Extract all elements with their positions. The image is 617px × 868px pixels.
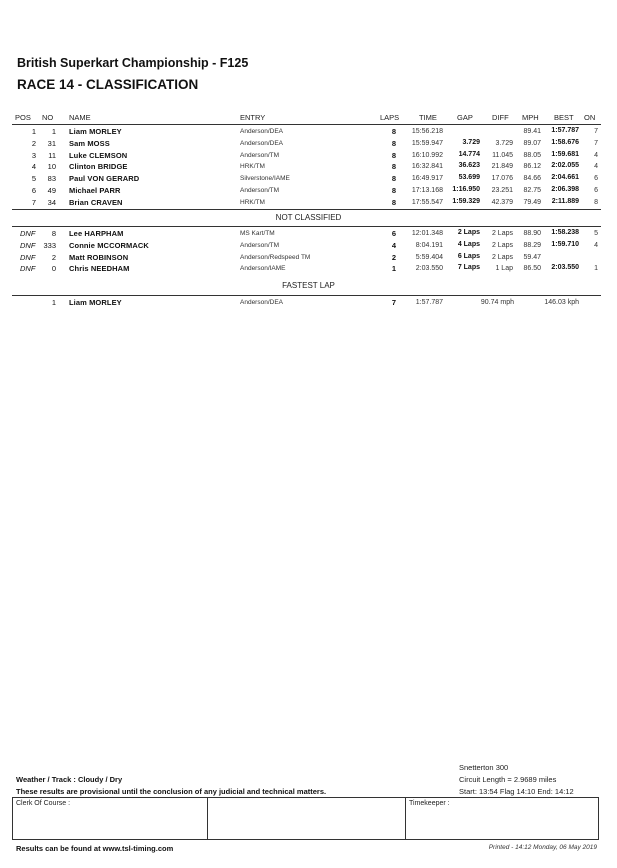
cell-gap: 53.699: [458, 174, 480, 182]
cell-name: Sam MOSS: [69, 138, 110, 148]
cell-time: 8:04.191: [415, 241, 443, 249]
cell-name: Luke CLEMSON: [69, 150, 128, 160]
col-time: TIME: [419, 113, 437, 122]
cell-mph: 82.75: [523, 187, 541, 194]
cell-no: 0: [51, 264, 56, 274]
not-classified-divider: [12, 226, 601, 227]
cell-on: 7: [594, 139, 598, 147]
cell-gap: 14.774: [458, 150, 480, 158]
cell-diff: 3.729: [495, 139, 513, 147]
clerk-of-course-label: Clerk Of Course :: [16, 800, 71, 807]
cell-pos: 7: [31, 197, 36, 207]
clerk-of-course-box: [12, 797, 208, 840]
cell-no: 10: [47, 162, 56, 172]
cell-name: Connie MCCORMACK: [69, 240, 149, 250]
cell-pos: 3: [31, 150, 36, 160]
cell-mph: 88.29: [523, 241, 541, 249]
fastest-lap-lap: 7: [391, 298, 396, 307]
result-row: [0, 174, 617, 185]
cell-laps: 8: [391, 127, 396, 136]
cell-time: 15:59.947: [411, 139, 443, 147]
cell-laps: 8: [391, 138, 396, 148]
cell-pos: 1: [31, 127, 36, 136]
cell-name: Liam MORLEY: [69, 127, 122, 136]
results-link[interactable]: Results can be found at www.tsl-timing.com: [16, 844, 174, 853]
cell-laps: 2: [391, 252, 396, 262]
cell-on: 1: [594, 265, 598, 273]
cell-best: 1:59.681: [551, 150, 579, 158]
col-laps: LAPS: [380, 113, 400, 122]
cell-mph: 89.07: [523, 139, 541, 147]
cell-best: 2:11.889: [551, 197, 579, 205]
timekeeper-box: [405, 797, 599, 840]
cell-name: Paul VON GERARD: [69, 174, 140, 184]
cell-pos: 5: [31, 174, 36, 184]
fastest-lap-kph: 146.03 kph: [544, 299, 579, 306]
cell-no: 8: [51, 229, 56, 238]
provisional-notice: These results are provisional until the conclusion of any judicial and technical matters.: [16, 787, 327, 796]
fastest-lap-entry: Anderson/DEA: [240, 299, 283, 306]
cell-entry: HRK/TM: [240, 198, 265, 206]
cell-best: 1:57.787: [551, 127, 579, 134]
cell-no: 11: [48, 150, 56, 160]
cell-entry: Anderson/DEA: [240, 128, 283, 135]
col-gap: GAP: [457, 113, 473, 122]
cell-gap: 1:59.329: [452, 197, 480, 205]
cell-pos: DNF: [20, 264, 36, 274]
col-pos: POS: [15, 113, 31, 122]
cell-entry: HRK/TM: [240, 163, 265, 171]
cell-entry: Anderson/TM: [240, 241, 280, 249]
cell-gap: 7 Laps: [457, 264, 480, 272]
cell-entry: MS Kart/TM: [240, 230, 275, 237]
fastest-lap-pos: 1: [51, 298, 56, 307]
result-row: [0, 186, 617, 197]
fastest-lap-mph: 90.74 mph: [480, 299, 514, 306]
cell-mph: 88.05: [523, 151, 541, 159]
cell-time: 17:13.168: [411, 187, 443, 194]
cell-mph: 84.66: [523, 175, 541, 183]
cell-mph: 59.47: [523, 253, 541, 261]
timekeeper-label: Timekeeper :: [409, 800, 450, 807]
cell-name: Michael PARR: [69, 186, 121, 195]
cell-pos: DNF: [20, 252, 36, 262]
cell-laps: 8: [391, 174, 396, 184]
championship-title: British Superkart Championship - F125: [17, 56, 249, 70]
cell-best: 2:04.661: [551, 174, 579, 182]
cell-no: 49: [47, 186, 56, 195]
result-row: [0, 198, 617, 209]
signature-box-middle: [207, 797, 406, 840]
cell-diff: 1 Lap: [495, 265, 513, 273]
weather-track: Weather / Track : Cloudy / Dry: [16, 775, 123, 784]
cell-mph: 86.50: [523, 265, 541, 273]
cell-entry: Anderson/DEA: [240, 139, 283, 147]
cell-diff: 2 Laps: [491, 230, 513, 237]
cell-time: 12:01.348: [411, 230, 443, 237]
fastest-lap-name: Liam MORLEY: [69, 298, 122, 307]
cell-no: 34: [47, 197, 56, 207]
cell-time: 5:59.404: [415, 253, 443, 261]
not-classified-label: NOT CLASSIFIED: [275, 213, 342, 222]
cell-no: 83: [47, 174, 56, 184]
dnf-row: [0, 253, 617, 264]
cell-diff: 17.076: [491, 175, 513, 183]
col-name: NAME: [69, 113, 91, 122]
cell-time: 2:03.550: [415, 265, 443, 273]
col-entry: ENTRY: [240, 113, 266, 122]
cell-entry: Anderson/Redspeed TM: [240, 253, 311, 261]
cell-gap: 3.729: [462, 138, 480, 146]
col-on: ON: [584, 113, 596, 122]
result-row: [0, 162, 617, 173]
cell-gap: 4 Laps: [457, 240, 480, 248]
cell-entry: Anderson/TM: [240, 187, 280, 194]
cell-gap: 2 Laps: [457, 229, 480, 236]
cell-time: 15:56.218: [411, 128, 443, 135]
fastest-lap-divider: [12, 295, 601, 296]
dnf-row: [0, 241, 617, 252]
cell-mph: 79.49: [523, 198, 541, 206]
dnf-row: [0, 264, 617, 275]
result-row: [0, 151, 617, 162]
col-mph: MPH: [522, 113, 539, 122]
cell-diff: 2 Laps: [491, 241, 513, 249]
cell-best: 1:58.676: [551, 138, 579, 146]
cell-entry: Anderson/TM: [240, 151, 280, 159]
cell-diff: 21.849: [491, 163, 513, 171]
cell-pos: DNF: [20, 240, 36, 250]
cell-best: 1:58.238: [551, 229, 579, 236]
cell-no: 2: [51, 252, 56, 262]
fastest-lap-label: FASTEST LAP: [282, 281, 335, 290]
cell-time: 16:32.841: [411, 163, 443, 171]
header-divider: [12, 124, 601, 125]
fastest-lap-row: [0, 298, 617, 309]
cell-mph: 88.90: [523, 230, 541, 237]
cell-diff: 11.045: [492, 151, 513, 159]
col-no: NO: [42, 113, 54, 122]
classified-divider: [12, 209, 601, 210]
cell-gap: 36.623: [458, 162, 480, 170]
cell-time: 16:49.917: [411, 175, 443, 183]
cell-laps: 8: [391, 150, 396, 160]
cell-on: 4: [594, 151, 598, 159]
col-best: BEST: [554, 113, 574, 122]
cell-time: 17:55.547: [411, 198, 443, 206]
cell-no: 333: [43, 240, 56, 250]
cell-on: 4: [594, 241, 598, 249]
cell-pos: 6: [31, 186, 36, 195]
cell-pos: DNF: [20, 229, 36, 238]
cell-diff: 23.251: [491, 187, 513, 194]
cell-best: 2:02.055: [551, 162, 579, 170]
cell-laps: 8: [391, 197, 396, 207]
result-row: [0, 127, 617, 138]
cell-entry: Silverstone/IAME: [240, 175, 290, 183]
race-title: RACE 14 - CLASSIFICATION: [17, 77, 199, 92]
cell-on: 8: [594, 198, 598, 206]
cell-name: Brian CRAVEN: [69, 197, 123, 207]
cell-laps: 8: [391, 186, 396, 195]
cell-entry: Anderson/IAME: [240, 265, 286, 273]
session-times: Start: 13:54 Flag 14:10 End: 14:12: [459, 787, 574, 796]
cell-name: Lee HARPHAM: [69, 229, 124, 238]
col-diff: DIFF: [492, 113, 509, 122]
cell-laps: 4: [391, 240, 396, 250]
cell-best: 1:59.710: [551, 240, 579, 248]
cell-on: 6: [594, 187, 598, 194]
cell-pos: 2: [31, 138, 36, 148]
fastest-lap-time: 1:57.787: [415, 299, 443, 306]
cell-on: 6: [594, 175, 598, 183]
cell-time: 16:10.992: [411, 151, 443, 159]
cell-laps: 6: [391, 229, 396, 238]
cell-name: Matt ROBINSON: [69, 252, 129, 262]
cell-best: 2:06.398: [551, 186, 579, 193]
cell-diff: 2 Laps: [491, 253, 513, 261]
cell-on: 4: [594, 163, 598, 171]
cell-name: Chris NEEDHAM: [69, 264, 130, 274]
circuit-length: Circuit Length = 2.9689 miles: [459, 775, 557, 784]
printed-timestamp: Printed - 14:12 Monday, 06 May 2019: [488, 844, 597, 851]
cell-laps: 8: [391, 162, 396, 172]
venue: Snetterton 300: [459, 763, 509, 772]
cell-pos: 4: [31, 162, 36, 172]
result-row: [0, 139, 617, 150]
cell-gap: 6 Laps: [457, 252, 480, 260]
cell-diff: 42.379: [491, 198, 513, 206]
cell-name: Clinton BRIDGE: [69, 162, 128, 172]
cell-gap: 1:16.950: [452, 186, 480, 193]
cell-no: 31: [47, 138, 56, 148]
cell-mph: 89.41: [523, 128, 541, 135]
cell-on: 5: [594, 230, 598, 237]
cell-on: 7: [594, 128, 598, 135]
cell-mph: 86.12: [523, 163, 541, 171]
cell-best: 2:03.550: [551, 264, 579, 272]
cell-laps: 1: [391, 264, 396, 274]
dnf-row: [0, 229, 617, 240]
cell-no: 1: [51, 127, 56, 136]
